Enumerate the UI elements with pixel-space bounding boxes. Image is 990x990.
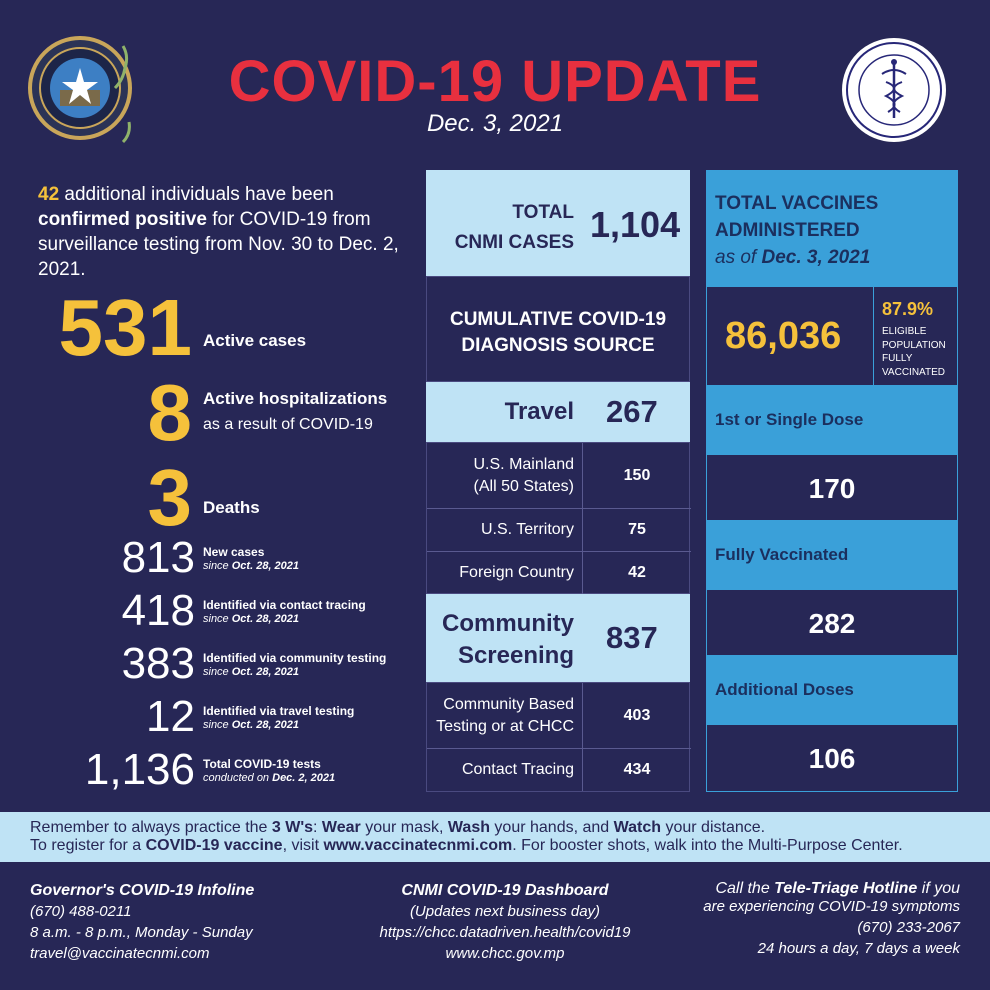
table-row: Foreign Country 42 (427, 552, 691, 594)
deaths-label: Deaths (203, 498, 260, 517)
active-cases-value: 531 (58, 283, 192, 372)
infoline-phone[interactable]: (670) 488-0211 (30, 903, 132, 920)
stat-new-cases: 813 New cases since Oct. 28, 2021 (121, 533, 300, 582)
travel-value: 267 (606, 394, 658, 429)
hospitalizations-sub: as a result of COVID-19 (203, 416, 373, 433)
dashboard-link[interactable]: https://chcc.datadriven.health/covid19 (379, 924, 631, 941)
cumulative-heading-box: CUMULATIVE COVID-19 DIAGNOSIS SOURCE (426, 276, 690, 382)
reminder-band: Remember to always practice the 3 W's: Wear your mask, Wash your hands, and Watch your distance. To register for a COVID-19 vaccine, visit www.vaccinatecnmi.com. For booster shots, walk into the Multi-Purpose Center. (0, 812, 990, 862)
footer-hotline: Call the Tele-Triage Hotline if you are experiencing COVID-19 symptoms (670) 233-2067 24 hours a day, 7 days a week (660, 880, 960, 958)
hotline-phone[interactable]: (670) 233-2067 (857, 919, 960, 936)
intro-text: 42 additional individuals have been confirmed positive for COVID-19 from surveillance testing from Nov. 30 to Dec. 2, 2021. (38, 184, 399, 280)
page-title: COVID-19 UPDATE (228, 49, 762, 114)
dose-value-box: 106 (706, 724, 958, 792)
deaths-value: 3 (147, 453, 192, 542)
table-row: U.S. Territory 75 (427, 509, 691, 552)
vaccines-total-box: 86,036 87.9% ELIGIBLE POPULATION FULLY VACCINATED (706, 286, 958, 386)
table-row: Community Based Testing or at CHCC 403 (427, 683, 691, 749)
table-row: U.S. Mainland (All 50 States) 150 (427, 443, 691, 509)
community-value: 837 (606, 620, 658, 655)
intro-count: 42 (38, 184, 60, 205)
stat-travel-testing: 12 Identified via travel testing since Oct. 28, 2021 (146, 692, 355, 741)
total-cases-value: 1,104 (590, 204, 681, 245)
community-breakdown (426, 682, 690, 792)
stat-contact-tracing: 418 Identified via contact tracing since Oct. 28, 2021 (121, 586, 366, 635)
dose-label-box: 1st or Single Dose (706, 386, 958, 454)
update-date: Dec. 3, 2021 (426, 110, 564, 137)
table-row: Contact Tracing 434 (427, 749, 691, 791)
travel-breakdown (426, 442, 690, 594)
total-cases-box: TOTAL CNMI CASES 1,104 (426, 170, 690, 276)
hospitalizations-value: 8 (147, 368, 192, 457)
vaccine-registration-link[interactable]: www.vaccinatecnmi.com (323, 837, 513, 854)
infoline-email[interactable]: travel@vaccinatecnmi.com (30, 945, 210, 962)
footer-dashboard: CNMI COVID-19 Dashboard (Updates next business day) https://chcc.datadriven.health/covid19 www.chcc.gov.mp (345, 880, 665, 964)
vaccines-title-box: TOTAL VACCINES ADMINISTERED as of Dec. 3, 2021 (706, 170, 958, 286)
dose-label-box: Additional Doses (706, 656, 958, 724)
stat-total-tests: 1,136 Total COVID-19 tests conducted on Dec. 2, 2021 (84, 745, 336, 794)
vaccines-total-value: 86,036 (725, 315, 842, 357)
vaccinated-percent: 87.9% (882, 299, 934, 319)
hospitalizations-label: Active hospitalizations (203, 389, 388, 408)
dose-value-box: 170 (706, 454, 958, 521)
stat-community-testing: 383 Identified via community testing since Oct. 28, 2021 (121, 639, 387, 688)
dose-label-box: Fully Vaccinated (706, 521, 958, 589)
chcc-website-link[interactable]: www.chcc.gov.mp (445, 945, 565, 962)
community-box: Community Screening 837 (426, 594, 690, 682)
dose-value-box: 282 (706, 589, 958, 656)
footer-infoline: Governor's COVID-19 Infoline (670) 488-0211 8 a.m. - 8 p.m., Monday - Sunday travel@vaccinatecnmi.com (30, 880, 330, 964)
divider (873, 287, 874, 385)
active-cases-label: Active cases (203, 331, 307, 350)
travel-box: Travel 267 (426, 382, 690, 442)
